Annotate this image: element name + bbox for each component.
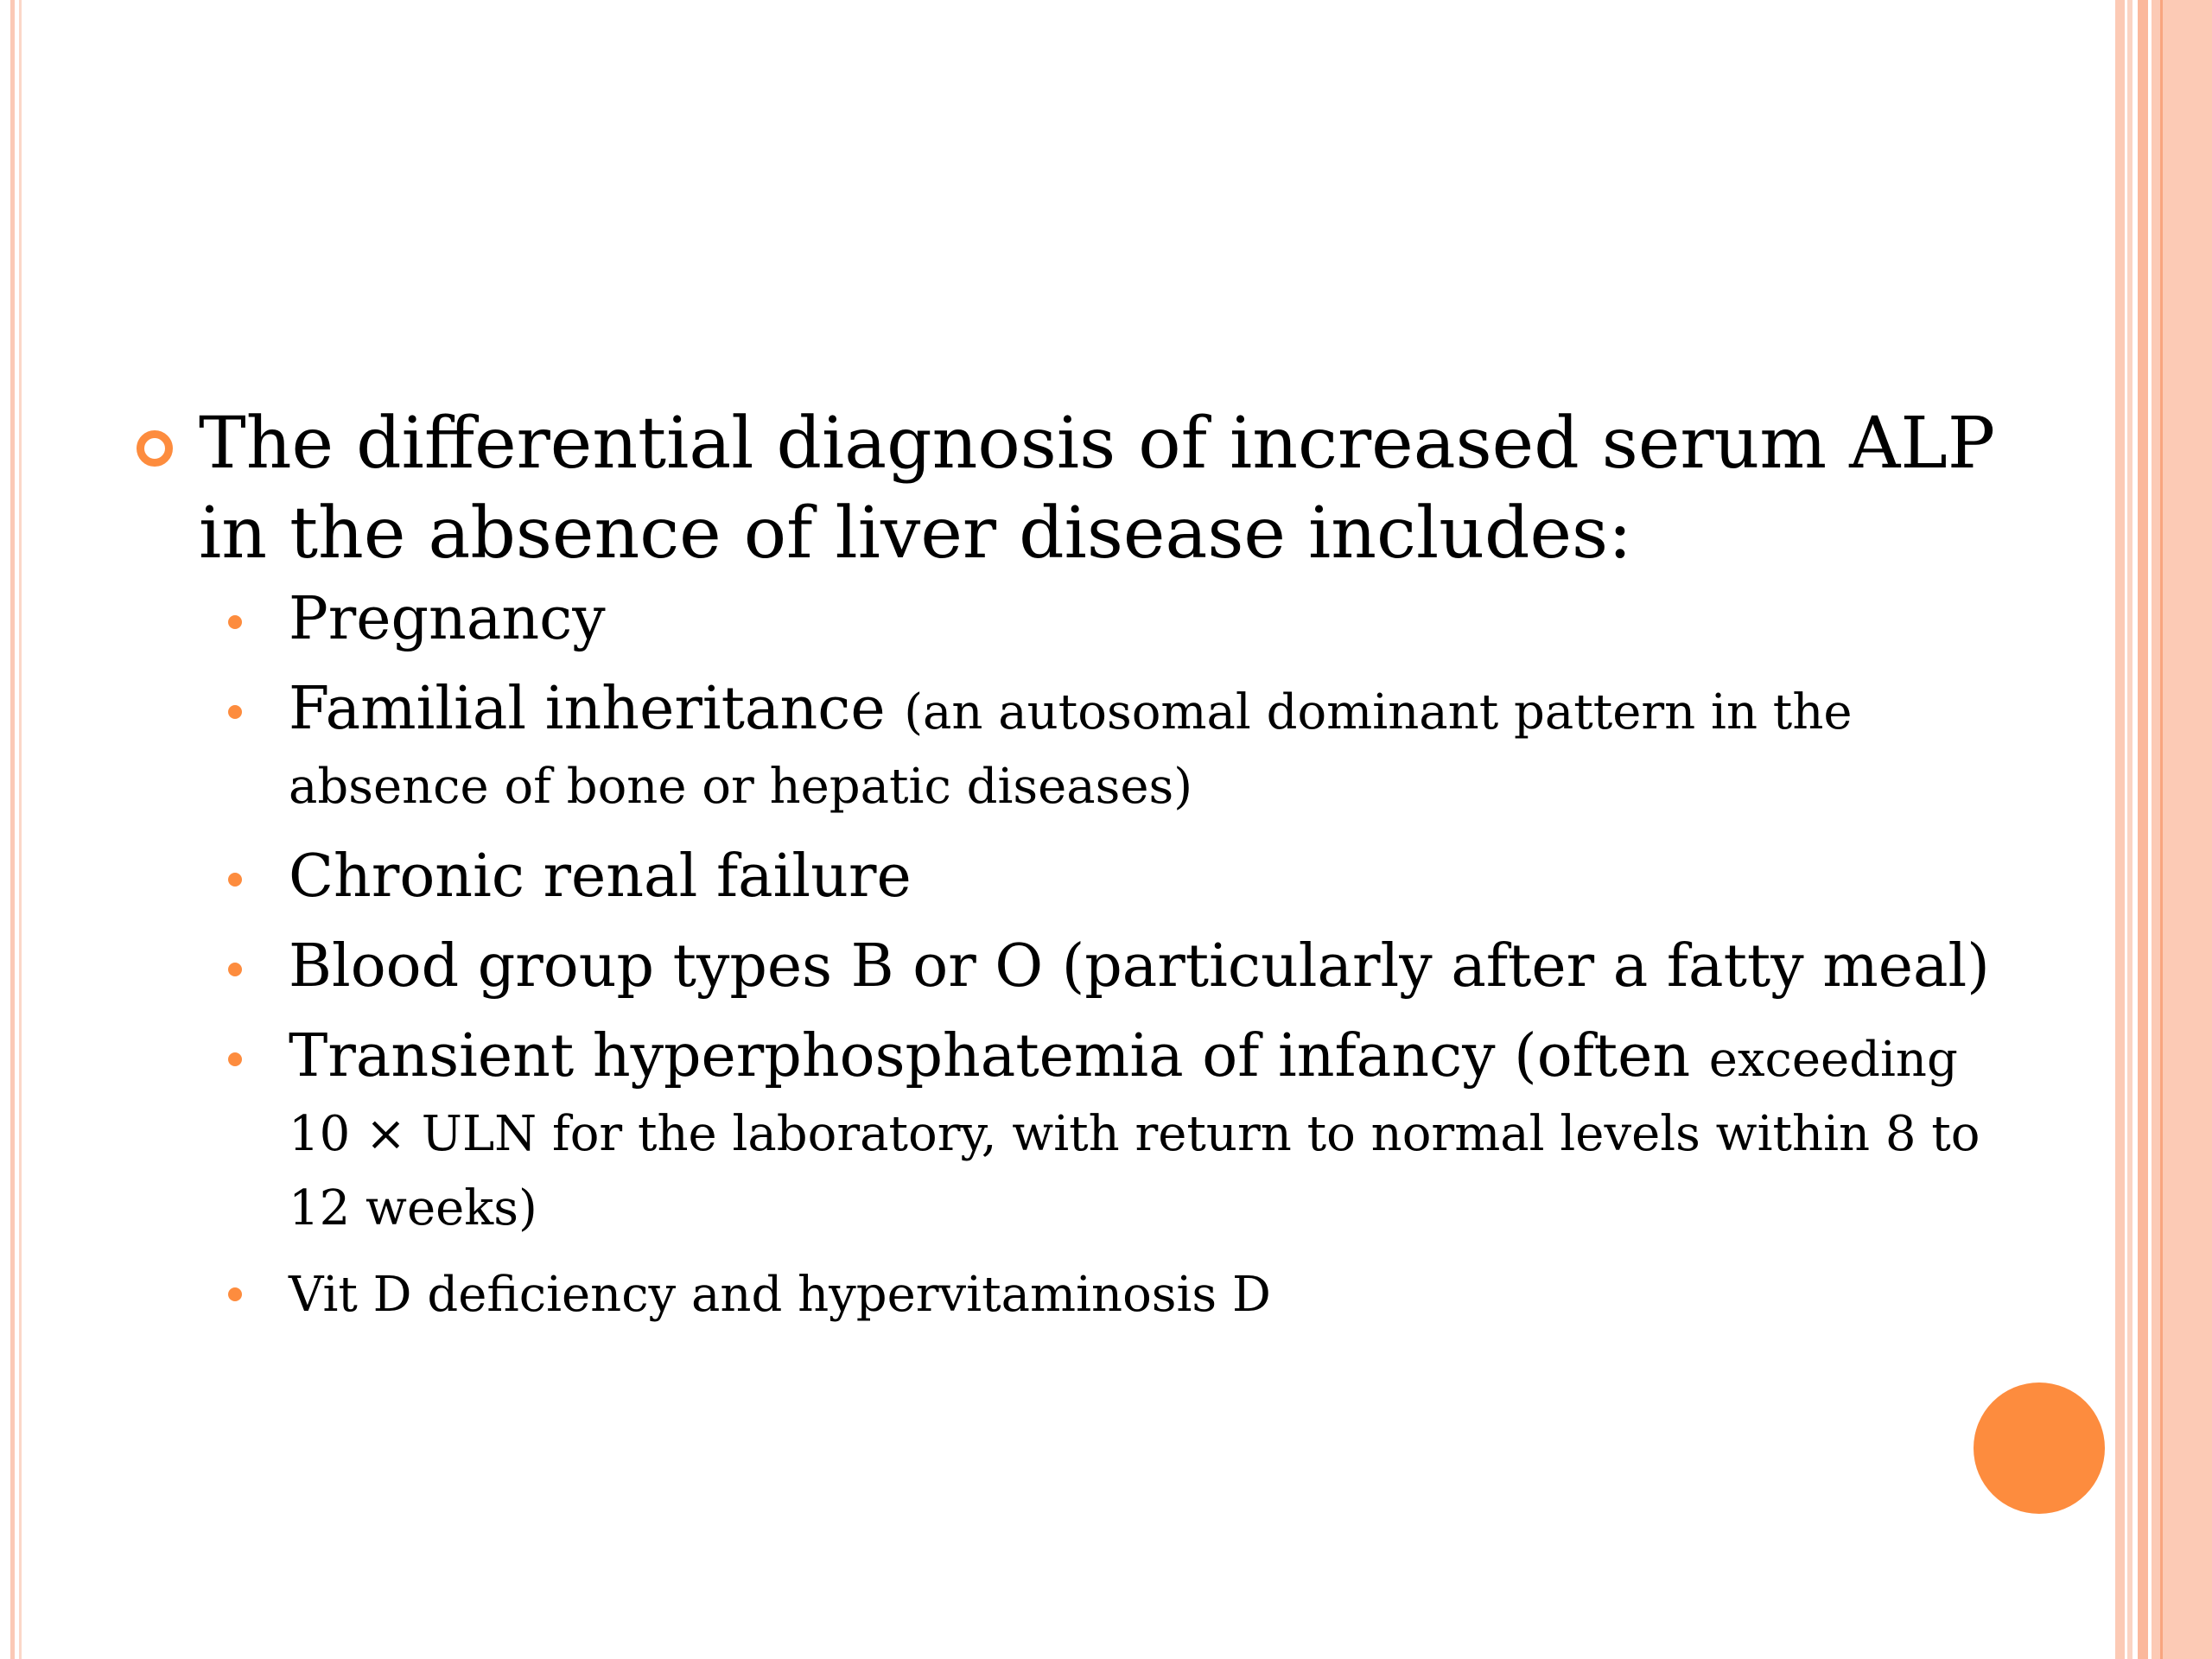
main-bullet-text: The differential diagnosis of increased serum ALP in the absence of liver disease includes:	[199, 403, 1996, 575]
dot-bullet-icon	[228, 963, 242, 976]
list-item-text: Vit D deficiency and hypervitaminosis D	[289, 1267, 1271, 1323]
right-border-stripe	[2138, 0, 2148, 1659]
list-item-text: Transient hyperphosphatemia of infancy (often	[289, 1022, 1709, 1090]
hollow-circle-bullet-icon	[137, 430, 173, 467]
list-item	[130, 584, 2031, 655]
decorative-circle	[1974, 1382, 2105, 1514]
sub-bullet-list	[130, 584, 2031, 1331]
left-border-stripe	[10, 0, 15, 1659]
list-item-text: Familial inheritance	[289, 675, 905, 743]
right-border-stripe	[2160, 0, 2163, 1659]
list-item-text: Chronic renal failure	[289, 842, 912, 911]
list-item	[130, 674, 2031, 823]
list-item-note: (an autosomal dominant pattern in the absence of bone or hepatic diseases)	[289, 684, 1853, 815]
dot-bullet-icon	[228, 705, 242, 719]
list-item-text: Blood group types B or O (particularly after a fatty meal)	[289, 932, 1990, 1001]
list-item	[130, 931, 2031, 1002]
dot-bullet-icon	[228, 1287, 242, 1301]
slide-content	[130, 399, 2031, 1331]
list-item	[130, 1021, 2031, 1244]
right-border-stripe	[2115, 0, 2125, 1659]
left-border-stripe	[19, 0, 22, 1659]
right-border-stripe	[2127, 0, 2133, 1659]
list-item-note: exceeding 10 × ULN for the laboratory, with return to normal levels within 8 to 12 weeks)	[289, 1032, 1980, 1236]
dot-bullet-icon	[228, 873, 242, 887]
list-item	[130, 842, 2031, 912]
list-item-text: Pregnancy	[289, 585, 606, 653]
list-item	[130, 1256, 2031, 1331]
dot-bullet-icon	[228, 1052, 242, 1066]
dot-bullet-icon	[228, 615, 242, 629]
main-bullet	[130, 399, 2031, 579]
